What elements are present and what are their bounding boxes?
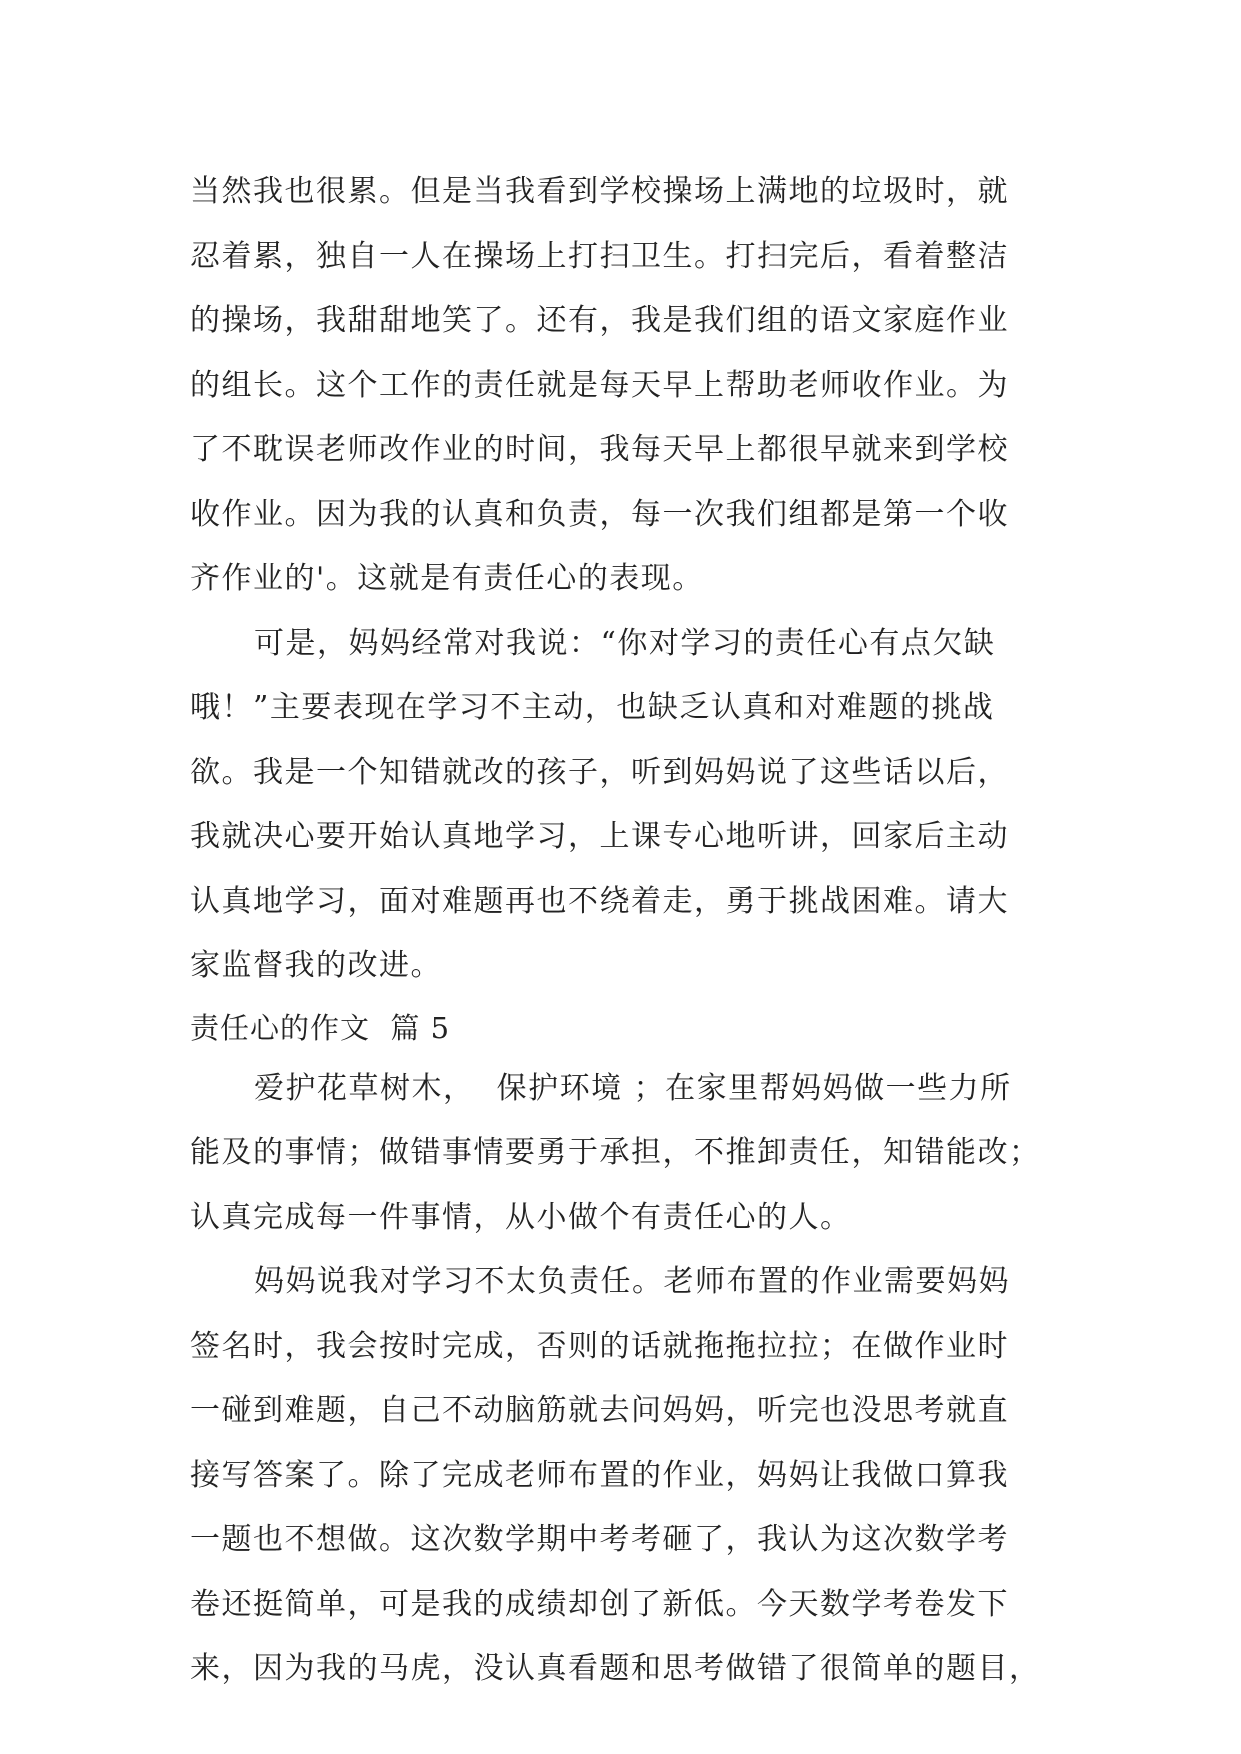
paragraph-line: 我就决心要开始认真地学习，上课专心地听讲，回家后主动 xyxy=(190,819,1009,854)
paragraph-3 xyxy=(190,1057,1070,1251)
paragraph-line: 可是，妈妈经常对我说：“你对学习的责任心有点欠缺 xyxy=(254,625,996,661)
paragraph-line: 欲。我是一个知错就改的孩子，听到妈妈说了这些话以后， xyxy=(190,754,1009,790)
paragraph-line: 忍着累，独自一人在操场上打扫卫生。打扫完后，看着整洁 xyxy=(190,238,1009,274)
paragraph-line: 齐作业的'。这就是有责任心的表现。 xyxy=(190,561,704,596)
paragraph-line: 爱护花草树木， 保护环境 ；在家里帮妈妈做一些力所 xyxy=(254,1070,1012,1106)
paragraph-line: 的组长。这个工作的责任就是每天早上帮助老师收作业。为 xyxy=(190,367,1009,403)
paragraph-line: 来，因为我的马虎，没认真看题和思考做错了很简单的题目， xyxy=(190,1651,1041,1686)
paragraph-line: 一题也不想做。这次数学期中考考砸了，我认为这次数学考 xyxy=(190,1522,1009,1557)
paragraph-line: 收作业。因为我的认真和负责，每一次我们组都是第一个收 xyxy=(190,496,1009,532)
paragraph-line: 接写答案了。除了完成老师布置的作业，妈妈让我做口算我 xyxy=(190,1457,1009,1493)
paragraph-2 xyxy=(190,612,1070,999)
document-body xyxy=(190,160,1070,1702)
paragraph-1 xyxy=(190,160,1070,612)
paragraph-line: 哦！”主要表现在学习不主动，也缺乏认真和对难题的挑战 xyxy=(190,690,995,725)
paragraph-4 xyxy=(190,1250,1070,1702)
paragraph-line: 了不耽误老师改作业的时间，我每天早上都很早就来到学校 xyxy=(190,432,1009,467)
paragraph-line: 家监督我的改进。 xyxy=(190,948,442,983)
paragraph-line: 认真地学习，面对难题再也不绕着走，勇于挑战困难。请大 xyxy=(190,883,1009,919)
paragraph-line: 妈妈说我对学习不太负责任。老师布置的作业需要妈妈 xyxy=(254,1264,1010,1299)
section-heading: 责任心的作文 篇 5 xyxy=(190,1010,451,1045)
paragraph-line: 卷还挺简单，可是我的成绩却创了新低。今天数学考卷发下 xyxy=(190,1586,1009,1622)
paragraph-line: 一碰到难题，自己不动脑筋就去问妈妈，听完也没思考就直 xyxy=(190,1393,1009,1428)
paragraph-line: 当然我也很累。但是当我看到学校操场上满地的垃圾时，就 xyxy=(190,174,1009,209)
paragraph-line: 认真完成每一件事情，从小做个有责任心的人。 xyxy=(190,1199,852,1235)
paragraph-line: 的操场，我甜甜地笑了。还有，我是我们组的语文家庭作业 xyxy=(190,303,1009,338)
paragraph-line: 签名时，我会按时完成，否则的话就拖拖拉拉；在做作业时 xyxy=(190,1328,1009,1364)
paragraph-line: 能及的事情；做错事情要勇于承担，不推卸责任，知错能改； xyxy=(190,1135,1041,1170)
